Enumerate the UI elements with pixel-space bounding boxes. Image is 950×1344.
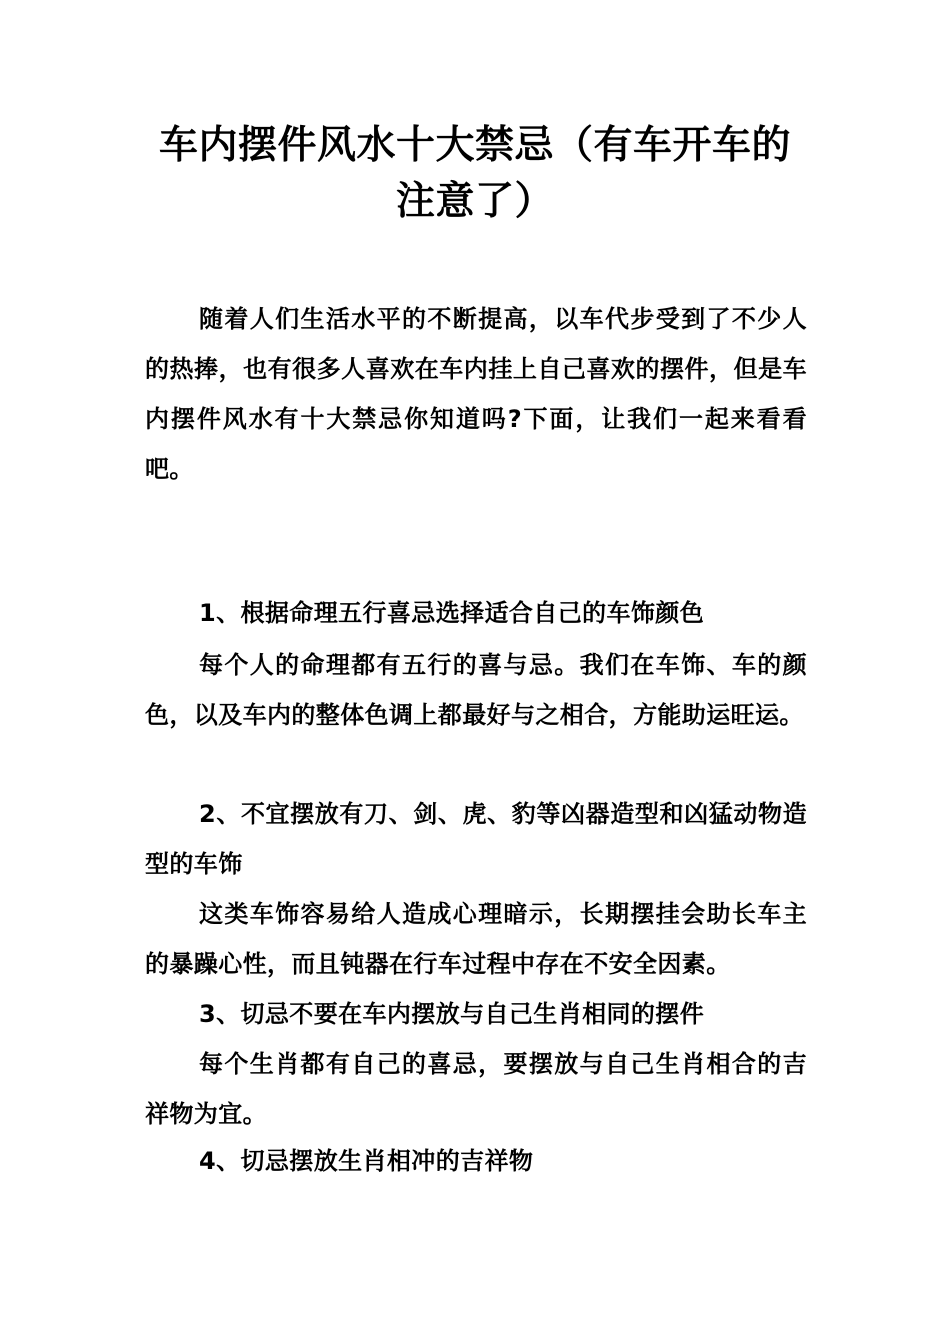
item-4-heading: 4、切忌摆放生肖相冲的吉祥物 (199, 1147, 534, 1175)
item-1-body: 每个人的命理都有五行的喜与忌。我们在车饰、车的颜色，以及车内的整体色调上都最好与之相合，方能助运旺运。 (145, 651, 807, 729)
document-title: 车内摆件风水十大禁忌（有车开车的注意了） (158, 123, 791, 224)
intro-paragraph: 随着人们生活水平的不断提高，以车代步受到了不少人的热捧，也有很多人喜欢在车内挂上自己喜欢的摆件，但是车内摆件风水有十大禁忌你知道吗?下面，让我们一起来看看吧。 (145, 305, 807, 483)
item-3-body: 每个生肖都有自己的喜忌，要摆放与自己生肖相合的吉祥物为宜。 (145, 1050, 807, 1128)
item-2-body: 这类车饰容易给人造成心理暗示，长期摆挂会助长车主的暴躁心性，而且钝器在行车过程中存在不安全因素。 (145, 900, 807, 978)
item-2-heading: 2、不宜摆放有刀、剑、虎、豹等凶器造型和凶猛动物造型的车饰 (145, 800, 807, 878)
item-3-heading: 3、切忌不要在车内摆放与自己生肖相同的摆件 (199, 1000, 705, 1028)
item-1-heading: 1、根据命理五行喜忌选择适合自己的车饰颜色 (199, 599, 705, 627)
